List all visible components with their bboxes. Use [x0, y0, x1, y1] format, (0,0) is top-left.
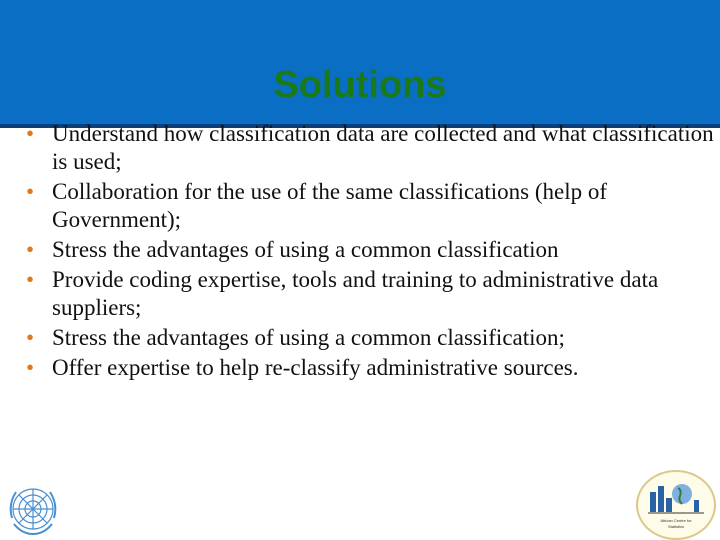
bullet-marker: • — [26, 237, 35, 262]
bullet-item — [26, 354, 716, 382]
bullet-item — [26, 266, 716, 322]
bullet-marker: • — [26, 325, 35, 350]
bullet-text: Provide coding expertise, tools and training to administrative data suppliers; — [52, 267, 659, 320]
logo-text-line2: Statistics — [667, 524, 684, 529]
african-centre-for-statistics-logo — [636, 470, 716, 540]
bullet-text: Offer expertise to help re-classify administrative sources. — [52, 355, 579, 380]
bullet-list — [26, 120, 716, 384]
bullet-text: Stress the advantages of using a common classification; — [52, 325, 565, 350]
bullet-marker: • — [26, 355, 35, 380]
statistics-chart-icon — [646, 478, 706, 516]
bullet-marker: • — [26, 121, 35, 146]
bullet-item — [26, 120, 716, 176]
bullet-item — [26, 178, 716, 234]
logo-text-line1: African Centre for — [660, 518, 692, 523]
bullet-marker: • — [26, 267, 35, 292]
bullet-text: Stress the advantages of using a common classification — [52, 237, 559, 262]
un-emblem-icon — [4, 480, 62, 538]
bullet-text: Collaboration for the use of the same classifications (help of Government); — [52, 179, 608, 232]
bullet-marker: • — [26, 179, 35, 204]
bullet-text: Understand how classification data are collected and what classification is used; — [52, 121, 714, 174]
bullet-item — [26, 236, 716, 264]
slide-title: Solutions — [273, 64, 447, 106]
bullet-item — [26, 324, 716, 352]
